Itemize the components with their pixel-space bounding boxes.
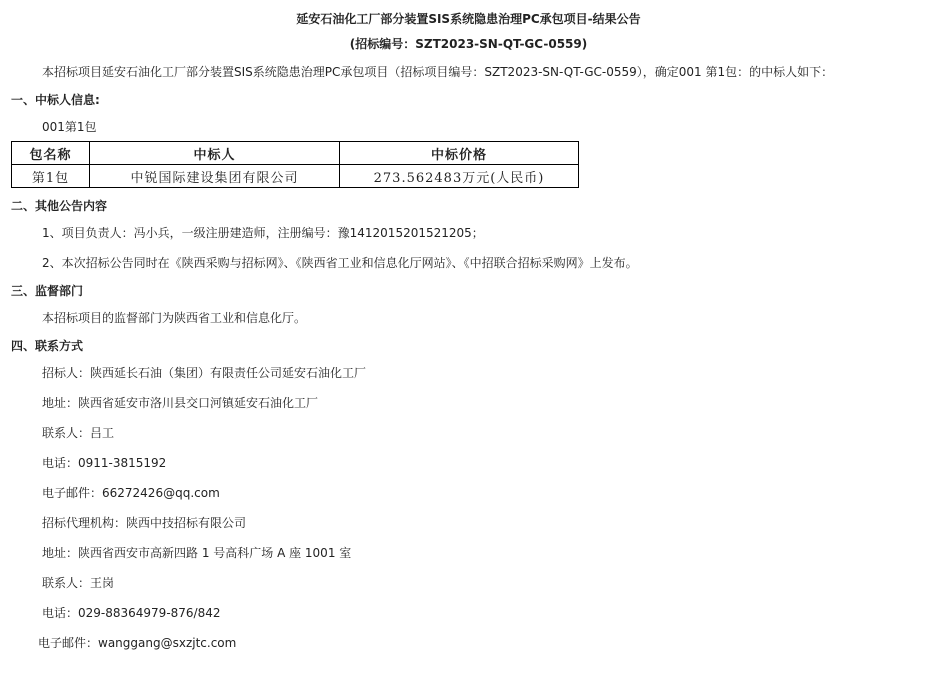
contact-line: 地址：陕西省延安市洛川县交口河镇延安石油化工厂 — [42, 396, 319, 410]
contact-line: 招标代理机构：陕西中技招标有限公司 — [42, 516, 247, 530]
section-contact-heading: 四、联系方式 — [11, 339, 84, 353]
list-item: 1、项目负责人：冯小兵，一级注册建造师，注册编号：豫1412015201521205； — [42, 226, 484, 240]
page-title: 延安石油化工厂部分装置SIS系统隐患治理PC承包项目-结果公告 — [296, 12, 641, 26]
table-header-winner: 中标人 — [90, 142, 340, 165]
section-other-heading: 二、其他公告内容 — [11, 199, 108, 213]
table-cell-price: 273.562483万元(人民币) — [340, 165, 579, 188]
table-cell-package: 第1包 — [12, 165, 90, 188]
contact-line: 联系人：吕工 — [42, 426, 115, 440]
contact-line: 电子邮件：66272426@qq.com — [42, 486, 220, 500]
award-table — [11, 141, 579, 188]
package-line: 001第1包 — [42, 120, 97, 134]
table-cell-winner: 中锐国际建设集团有限公司 — [90, 165, 340, 188]
contact-line: 电话：0911-3815192 — [42, 456, 167, 470]
table-header-package: 包名称 — [12, 142, 90, 165]
tender-number: (招标编号：SZT2023-SN-QT-GC-0559) — [349, 37, 588, 51]
table-row — [12, 165, 579, 188]
contact-line: 电话：029-88364979-876/842 — [42, 606, 221, 620]
contact-line: 电子邮件：wanggang@sxzjtc.com — [38, 636, 237, 650]
section-supervision-heading: 三、监督部门 — [11, 284, 84, 298]
table-header-row — [12, 142, 579, 165]
list-item: 2、本次招标公告同时在《陕西采购与招标网》、《陕西省工业和信息化厅网站》、《中招联合招标采购网》上发布。 — [42, 256, 638, 270]
supervision-text: 本招标项目的监督部门为陕西省工业和信息化厅。 — [42, 311, 307, 325]
intro-paragraph: 本招标项目延安石油化工厂部分装置SIS系统隐患治理PC承包项目（招标项目编号：SZT2023-SN-QT-GC-0559），确定001 第1包：的中标人如下： — [42, 65, 834, 79]
contact-line: 联系人：王岗 — [42, 576, 115, 590]
section-winner-heading: 一、中标人信息: — [11, 93, 100, 107]
table-header-price: 中标价格 — [340, 142, 579, 165]
contact-line: 地址：陕西省西安市高新四路 1 号高科广场 A 座 1001 室 — [42, 546, 352, 560]
contact-line: 招标人：陕西延长石油（集团）有限责任公司延安石油化工厂 — [42, 366, 367, 380]
